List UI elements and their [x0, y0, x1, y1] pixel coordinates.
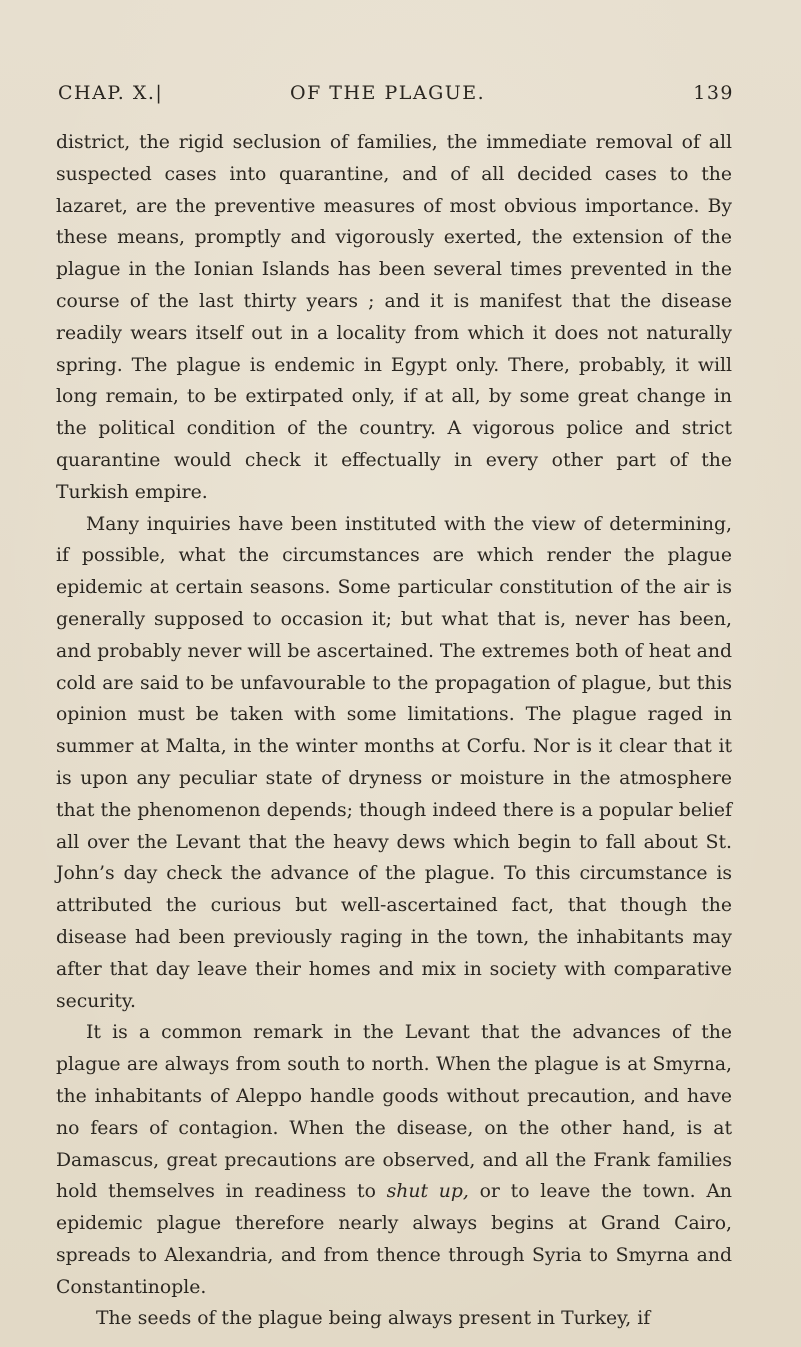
chapter-label: CHAP. X.| [58, 82, 164, 104]
page-title: OF THE PLAGUE. [290, 82, 486, 104]
page-number: 139 [693, 82, 734, 104]
paragraph-2: Many inquiries have been instituted with the view of determining, if possible, what the circumstances are which render the plague epidemic at certain seasons. Some particular constitution of the air is generally supposed to occasion it; but what that is, never has been, and probably never will be ascertained. The extremes both of heat and cold are said to be unfavourable to the propagation of plague, but this opinion must be taken with some limitations. The plague raged in summer at Malta, in the winter months at Corfu. Nor is it clear that it is upon any peculiar state of dryness or moisture in the atmosphere that the phenomenon depends; though indeed there is a popular belief all over the Levant that the heavy dews which begin to fall about St. John’s day check the advance of the plague. To this circumstance is attributed the curious but well-ascertained fact, that though the disease had been previously raging in the town, the inhabitants may after that day leave their homes and mix in society with comparative security. [56, 513, 732, 1012]
paragraph-3-text-a: It is a common remark in the Levant that the advances of the plague are always from south to north. When the plague is at Smyrna, the inhabitants of Aleppo handle goods without precaution, and have no fears of contagion. When the disease, on the other hand, is at Damascus, great precautions are observed, and all the Frank families hold themselves in readiness to [56, 1022, 732, 1203]
paragraph-3 [56, 1017, 732, 1303]
paragraph-1: district, the rigid seclusion of families, the immediate removal of all suspected cases into quarantine, and of all decided cases to the lazaret, are the preventive measures of most obvious importance. By these means, promptly and vigorously exerted, the extension of the plague in the Ionian Islands has been several times prevented in the course of the last thirty years ; and it is manifest that the disease readily wears itself out in a locality from which it does not naturally spring. The plague is endemic in Egypt only. There, probably, it will long remain, to be extirpated only, if at all, by some great change in the political condition of the country. A vigorous police and strict quarantine would check it effectually in every other part of the Turkish empire. [56, 132, 732, 503]
paragraph-3-italic: shut up, [386, 1181, 469, 1203]
paragraph-3-text-b: or to leave the town. An epidemic plague therefore nearly always begins at Grand Cairo, spreads to Alexandria, and from thence through Syria to Smyrna and Constantinople. [56, 1181, 732, 1298]
running-head [58, 82, 734, 112]
paragraph-4: The seeds of the plague being always present in Turkey, if [96, 1308, 651, 1330]
body-text [56, 127, 732, 1335]
